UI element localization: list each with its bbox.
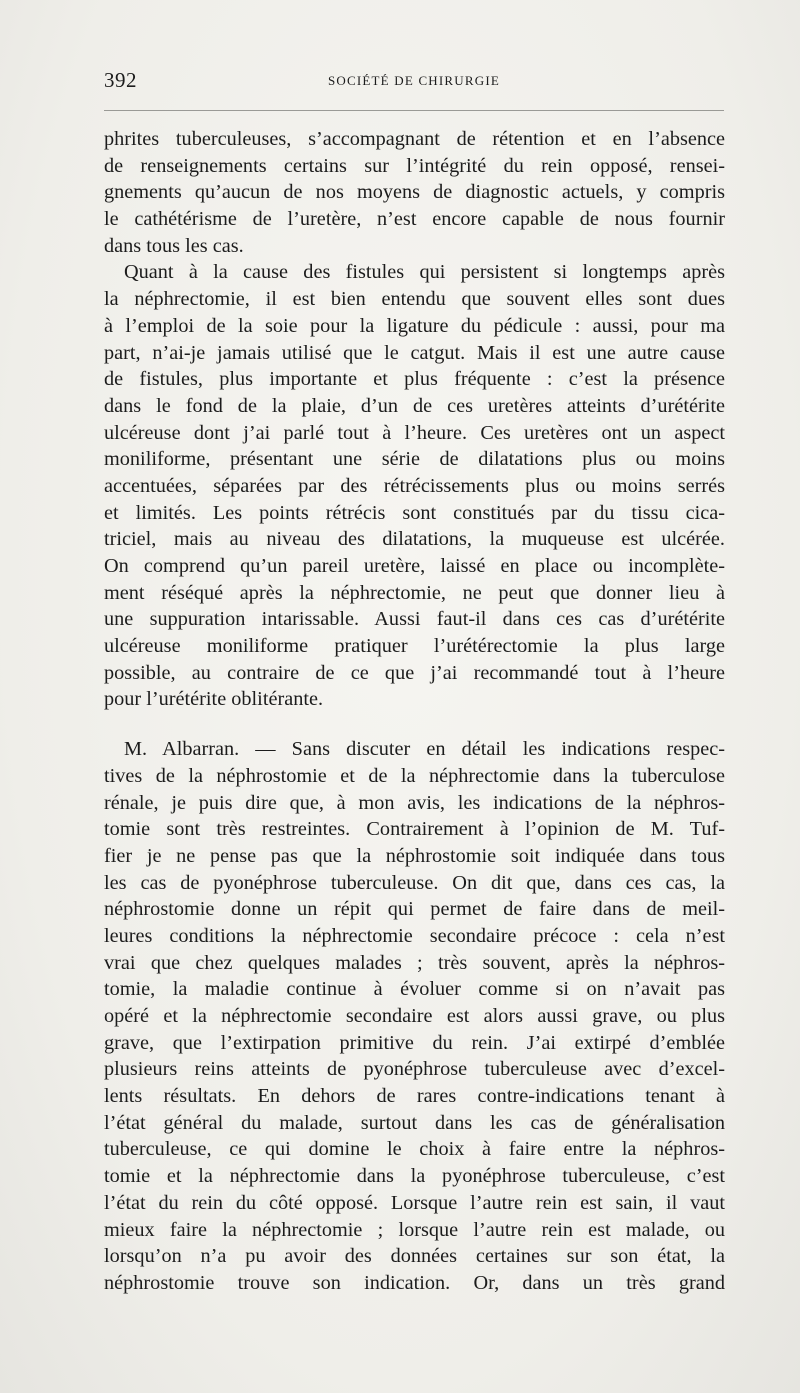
- text-line: tomie et la néphrectomie dans la pyonéphrose tuberculeuse, c’est: [104, 1165, 725, 1188]
- text-line: part, n’ai-je jamais utilisé que le catgut. Mais il est une autre cause: [104, 341, 725, 364]
- text-line: M. Albarran. — Sans discuter en détail les indications respec-: [124, 738, 725, 761]
- text-line: accentuées, séparées par des rétrécissements plus ou moins serrés: [104, 474, 725, 497]
- text-line: ulcéreuse moniliforme pratiquer l’urétérectomie la plus large: [104, 635, 725, 658]
- text-line: le cathétérisme de l’uretère, n’est encore capable de nous fournir: [104, 208, 725, 231]
- text-line: à l’emploi de la soie pour la ligature du pédicule : aussi, pour ma: [104, 314, 725, 337]
- text-line: dans le fond de la plaie, d’un de ces uretères atteints d’urétérite: [104, 394, 725, 417]
- text-line: grave, que l’extirpation primitive du rein. J’ai extirpé d’emblée: [104, 1031, 725, 1054]
- body-text: [104, 126, 725, 1297]
- text-line: phrites tuberculeuses, s’accompagnant de rétention et en l’absence: [104, 128, 725, 150]
- text-line: On comprend qu’un pareil uretère, laissé en place ou incomplète-: [104, 555, 725, 577]
- text-line: triciel, mais au niveau des dilatations, la muqueuse est ulcérée.: [104, 528, 725, 551]
- page-header: [104, 68, 724, 98]
- text-line: ulcéreuse dont j’ai parlé tout à l’heure. Ces uretères ont un aspect: [104, 421, 725, 444]
- text-line: les cas de pyonéphrose tuberculeuse. On dit que, dans ces cas, la: [104, 871, 725, 894]
- text-line: moniliforme, présentant une série de dilatations plus ou moins: [104, 448, 725, 471]
- text-line: tives de la néphrostomie et de la néphrectomie dans la tuberculose: [104, 764, 725, 787]
- text-line: opéré et la néphrectomie secondaire est alors aussi grave, ou plus: [104, 1005, 725, 1027]
- text-line: la néphrectomie, il est bien entendu que souvent elles sont dues: [104, 288, 725, 311]
- text-line: Quant à la cause des fistules qui persistent si longtemps après: [124, 261, 725, 284]
- text-line: de renseignements certains sur l’intégrité du rein opposé, rensei-: [104, 154, 725, 177]
- text-line: plusieurs reins atteints de pyonéphrose tuberculeuse avec d’excel-: [104, 1058, 725, 1081]
- text-line: tomie sont très restreintes. Contrairement à l’opinion de M. Tuf-: [104, 818, 725, 841]
- text-line: fier je ne pense pas que la néphrostomie soit indiquée dans tous: [104, 844, 725, 867]
- text-line: de fistules, plus importante et plus fréquente : c’est la présence: [104, 368, 725, 391]
- text-line: dans tous les cas.: [104, 234, 244, 257]
- text-line: lorsqu’on n’a pu avoir des données certaines sur son état, la: [104, 1245, 725, 1268]
- text-line: possible, au contraire de ce que j’ai recommandé tout à l’heure: [104, 661, 725, 684]
- text-line: et limités. Les points rétrécis sont constitués par du tissu cica-: [104, 501, 725, 524]
- text-line: rénale, je puis dire que, à mon avis, les indications de la néphros-: [104, 791, 725, 814]
- header-rule: [104, 110, 724, 111]
- text-line: l’état du rein du côté opposé. Lorsque l’autre rein est sain, il vaut: [104, 1191, 725, 1214]
- text-line: néphrostomie donne un répit qui permet de faire dans de meil-: [104, 898, 725, 921]
- text-line: tuberculeuse, ce qui domine le choix à faire entre la néphros-: [104, 1138, 725, 1161]
- text-line: leures conditions la néphrectomie secondaire précoce : cela n’est: [104, 924, 725, 947]
- text-line: vrai que chez quelques malades ; très souvent, après la néphros-: [104, 951, 725, 974]
- text-line: mieux faire la néphrectomie ; lorsque l’autre rein est malade, ou: [104, 1218, 725, 1241]
- text-line: tomie, la maladie continue à évoluer comme si on n’avait pas: [104, 978, 725, 1001]
- paragraph-gap: [104, 713, 725, 736]
- page-number: 392: [104, 68, 137, 92]
- text-line: l’état général du malade, surtout dans les cas de généralisation: [104, 1111, 725, 1134]
- text-line: néphrostomie trouve son indication. Or, dans un très grand: [104, 1271, 725, 1294]
- text-line: une suppuration intarissable. Aussi faut-il dans ces cas d’urétérite: [104, 608, 725, 631]
- text-line: gnements qu’aucun de nos moyens de diagnostic actuels, y compris: [104, 181, 725, 204]
- running-title: SOCIÉTÉ DE CHIRURGIE: [327, 73, 501, 88]
- text-line: ment réséqué après la néphrectomie, ne peut que donner lieu à: [104, 581, 725, 604]
- text-line: pour l’urétérite oblitérante.: [104, 688, 324, 711]
- text-line: lents résultats. En dehors de rares contre-indications tenant à: [104, 1085, 725, 1108]
